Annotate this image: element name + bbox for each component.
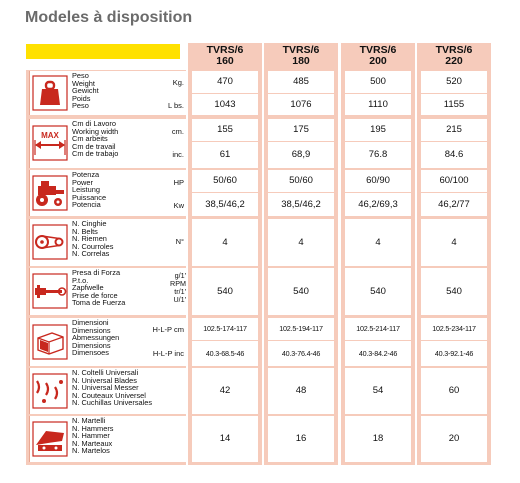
- value-cell: 1043: [192, 94, 258, 115]
- model-size: 160: [216, 55, 234, 67]
- pto-shaft-icon: [32, 273, 68, 309]
- dimensions-box-icon: [32, 324, 68, 360]
- spec-name: Power: [72, 177, 93, 187]
- value-cell: 60/100: [421, 170, 487, 192]
- spec-name: Poids: [72, 93, 91, 103]
- spec-name: Prise de force: [72, 290, 118, 300]
- belt-pulley-icon: [32, 224, 68, 260]
- model-name: TVRS/6: [359, 44, 397, 56]
- spec-name: Cm de trabajo: [72, 149, 119, 159]
- spec-name: P.t.o.: [72, 275, 89, 285]
- spec-name: Peso: [72, 71, 89, 80]
- value-cell: 38,5/46,2: [192, 193, 258, 216]
- spec-name: Dimensions: [72, 340, 111, 350]
- value-cell: 18: [345, 416, 411, 462]
- tractor-engine-icon: [32, 175, 68, 211]
- model-header-2: [264, 43, 338, 68]
- value-cell: 4: [421, 219, 487, 266]
- spec-name: N. Hammers: [72, 423, 114, 433]
- spec-name: N. Couteaux Universel: [72, 390, 146, 400]
- value-cell: 14: [192, 416, 258, 462]
- value-cell: 175: [268, 119, 334, 141]
- value-cell: 4: [268, 219, 334, 266]
- value-cell: 60: [421, 368, 487, 414]
- spec-name: Working width: [72, 126, 119, 136]
- value-cell: 60/90: [345, 170, 411, 192]
- value-cell: 4: [192, 219, 258, 266]
- model-name: TVRS/6: [282, 44, 320, 56]
- spec-name: Cm de travail: [72, 141, 116, 151]
- unit-label: Kw: [173, 201, 184, 210]
- value-cell: 42: [192, 368, 258, 414]
- spec-row-working-width: [29, 119, 186, 168]
- value-cell: 50/60: [192, 170, 258, 192]
- model-header-3: [341, 43, 415, 68]
- value-cell: 40.3-68.5-46: [192, 341, 258, 366]
- spec-names: [72, 171, 106, 209]
- spec-name: N. Marteaux: [72, 438, 113, 448]
- model-size: 200: [369, 55, 387, 67]
- model-name: TVRS/6: [206, 44, 244, 56]
- value-cell: 470: [192, 71, 258, 93]
- value-cell: 540: [421, 268, 487, 315]
- model-name: TVRS/6: [435, 44, 473, 56]
- value-cell: 195: [345, 119, 411, 141]
- value-cell: 500: [345, 71, 411, 93]
- spec-name: N. Cuchillas Universales: [72, 398, 153, 408]
- spec-names: [72, 72, 99, 110]
- unit-label: H-L-P cm: [152, 325, 184, 334]
- spec-name: N. Universal Blades: [72, 375, 137, 385]
- unit-label: Kg.: [172, 78, 184, 87]
- value-cell: 20: [421, 416, 487, 462]
- value-cell: 1076: [268, 94, 334, 115]
- spec-name: N. Universal Messer: [72, 383, 139, 393]
- unit-label: HP: [173, 178, 184, 187]
- unit-labels: [156, 272, 186, 304]
- hammer-blade-icon: [32, 421, 68, 457]
- value-cell: 1110: [345, 94, 411, 115]
- value-cell: 46,2/69,3: [345, 193, 411, 216]
- value-cell: 102.5-194-117: [268, 318, 334, 340]
- max-width-icon: [32, 125, 68, 161]
- unit-label: cm.: [171, 127, 184, 136]
- spec-name: N. Belts: [72, 226, 98, 236]
- spec-name: Potencia: [72, 200, 101, 210]
- spec-name: N. Martelos: [72, 446, 110, 456]
- unit-label: inc.: [172, 150, 184, 159]
- spec-names: [72, 120, 118, 158]
- value-cell: 84.6: [421, 142, 487, 168]
- spec-name: Gewicht: [72, 86, 99, 96]
- value-cell: 4: [345, 219, 411, 266]
- spec-names: [72, 319, 119, 357]
- value-cell: 46,2/77: [421, 193, 487, 216]
- spec-name: Puissance: [72, 192, 107, 202]
- spec-name: N. Hammer: [72, 431, 110, 441]
- unit-label: U/1': [173, 295, 186, 304]
- value-cell: 40.3-76.4-46: [268, 341, 334, 366]
- value-cell: 16: [268, 416, 334, 462]
- spec-row-hammers: [29, 416, 186, 462]
- value-cell: 215: [421, 119, 487, 141]
- value-cell: 540: [192, 268, 258, 315]
- spec-name: Toma de Fuerza: [72, 298, 126, 308]
- unit-label: tr/1': [174, 287, 186, 296]
- spec-row-power: [29, 170, 186, 216]
- spec-name: Dimensioni: [72, 318, 109, 327]
- spec-names: [72, 269, 125, 307]
- value-cell: 48: [268, 368, 334, 414]
- spec-name: Zapfwelle: [72, 283, 104, 293]
- spec-row-dimensions: [29, 318, 186, 366]
- model-header-1: [188, 43, 262, 68]
- spec-name: N. Coltelli Universali: [72, 368, 139, 377]
- model-header-4: [417, 43, 491, 68]
- unit-label: g/1': [174, 271, 186, 280]
- value-cell: 76.8: [345, 142, 411, 168]
- spec-names: [72, 369, 152, 407]
- value-cell: 520: [421, 71, 487, 93]
- spec-row-belts: [29, 219, 186, 266]
- spec-name: Leistung: [72, 185, 100, 195]
- value-cell: 540: [345, 268, 411, 315]
- spec-name: Dimensions: [72, 325, 111, 335]
- spec-name: Weight: [72, 78, 95, 88]
- spec-name: Potenza: [72, 170, 100, 179]
- value-cell: 102.5-234-117: [421, 318, 487, 340]
- spec-names: [72, 417, 113, 455]
- spec-name: N. Cinghie: [72, 219, 107, 228]
- model-size: 220: [445, 55, 463, 67]
- spec-name: Cm di Lavoro: [72, 119, 116, 128]
- spec-names: [72, 220, 113, 258]
- value-cell: 54: [345, 368, 411, 414]
- value-cell: 155: [192, 119, 258, 141]
- model-size: 180: [292, 55, 310, 67]
- value-cell: 40.3-92.1-46: [421, 341, 487, 366]
- unit-label: N°: [175, 237, 184, 246]
- value-cell: 1155: [421, 94, 487, 115]
- svg-text:MAX: MAX: [41, 131, 59, 140]
- spec-row-universal-blades: [29, 368, 186, 414]
- spec-name: Abmessungen: [72, 333, 120, 343]
- value-cell: 485: [268, 71, 334, 93]
- spec-row-pto: [29, 268, 186, 315]
- universal-blade-icon: [32, 373, 68, 409]
- spec-name: N. Martelli: [72, 416, 106, 425]
- value-cell: 540: [268, 268, 334, 315]
- value-cell: 61: [192, 142, 258, 168]
- spec-row-weight: [29, 71, 186, 115]
- value-cell: 40.3-84.2-46: [345, 341, 411, 366]
- value-cell: 38,5/46,2: [268, 193, 334, 216]
- unit-label: H-L-P inc: [152, 349, 184, 358]
- spec-name: N. Correlas: [72, 249, 110, 259]
- spec-name: Cm arbeits: [72, 134, 108, 144]
- value-cell: 50/60: [268, 170, 334, 192]
- unit-label: L bs.: [168, 101, 184, 110]
- value-cell: 68,9: [268, 142, 334, 168]
- unit-label: RPM: [170, 279, 186, 288]
- spec-name: N. Riemen: [72, 234, 107, 244]
- value-cell: 102.5-174-117: [192, 318, 258, 340]
- spec-name: Presa di Forza: [72, 268, 121, 277]
- spec-name: Peso: [72, 101, 89, 111]
- spec-name: Dimensoes: [72, 348, 109, 358]
- value-cell: 102.5-214-117: [345, 318, 411, 340]
- header-highlight-bar: [26, 44, 180, 59]
- page-title: Modeles à disposition: [25, 9, 193, 26]
- weight-icon: [32, 75, 68, 111]
- spec-name: N. Courroles: [72, 241, 114, 251]
